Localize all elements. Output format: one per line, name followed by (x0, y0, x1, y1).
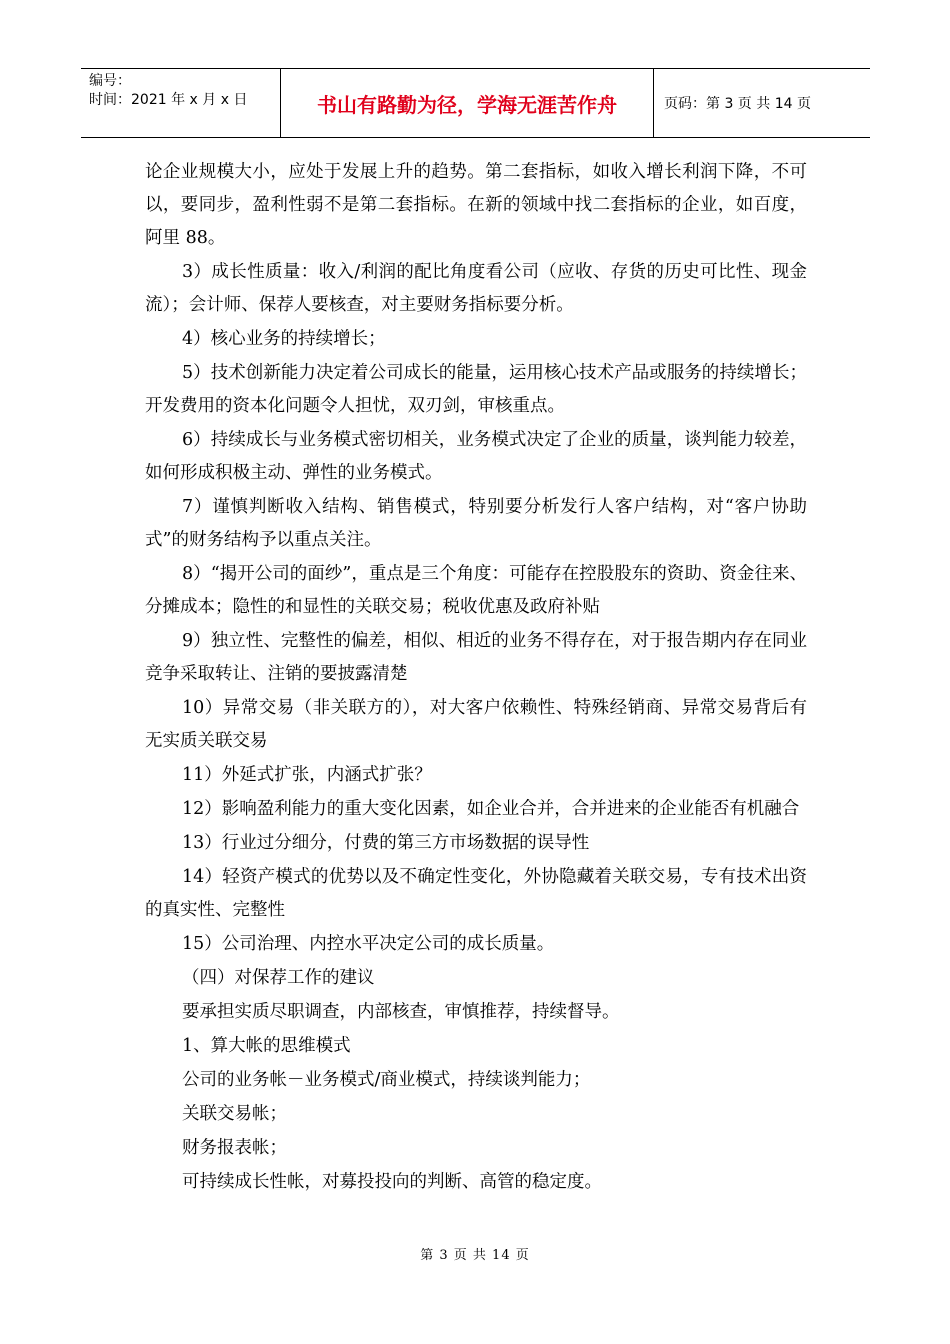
body-paragraph: 9）独立性、完整性的偏差，相似、相近的业务不得存在，对于报告期内存在同业竞争采取转让、注销的要披露清楚 (145, 631, 807, 684)
body-paragraph: 3）成长性质量：收入/利润的配比角度看公司（应收、存货的历史可比性、现金流）；会计师、保荐人要核查，对主要财务指标要分析。 (145, 262, 807, 315)
body-paragraph: 8）“揭开公司的面纱”，重点是三个角度：可能存在控股股东的资助、资金往来、分摊成本；隐性的和显性的关联交易；税收优惠及政府补贴 (145, 564, 807, 617)
body-paragraph: 14）轻资产模式的优势以及不确定性变化，外协隐藏着关联交易，专有技术出资的真实性、完整性 (145, 867, 807, 920)
body-paragraph: （四）对保荐工作的建议 (182, 968, 375, 988)
body-paragraph: 可持续成长性帐，对募投投向的判断、高管的稳定度。 (182, 1172, 602, 1192)
body-paragraph: 7）谨慎判断收入结构、销售模式，特别要分析发行人客户结构，对“客户协助式”的财务结构予以重点关注。 (145, 497, 807, 550)
body-paragraph: 财务报表帐； (182, 1138, 287, 1158)
body-paragraph: 要承担实质尽职调查，内部核查，审慎推荐，持续督导。 (182, 1002, 620, 1022)
header-time-label: 时间：2021 年 x 月 x 日 (89, 92, 248, 108)
body-paragraph: 6）持续成长与业务模式密切相关，业务模式决定了企业的质量，谈判能力较差，如何形成积极主动、弹性的业务模式。 (145, 430, 807, 483)
body-paragraph: 关联交易帐； (182, 1104, 287, 1124)
body-paragraph: 4）核心业务的持续增长； (182, 329, 386, 349)
body-paragraph: 11）外延式扩张，内涵式扩张？ (182, 765, 432, 785)
page-footer: 第 3 页 共 14 页 (420, 1248, 530, 1263)
header-number-label: 编号： (89, 73, 131, 89)
body-paragraph: 论企业规模大小，应处于发展上升的趋势。第二套指标，如收入增长利润下降，不可以，要同步，盈利性弱不是第二套指标。在新的领域中找二套指标的企业，如百度，阿里 88。 (145, 162, 807, 248)
body-paragraph: 5）技术创新能力决定着公司成长的能量，运用核心技术产品或服务的持续增长；开发费用的资本化问题令人担忧，双刃剑，审核重点。 (145, 363, 807, 416)
header-motto: 书山有路勤为径，学海无涯苦作舟 (281, 69, 654, 137)
body-paragraph: 15）公司治理、内控水平决定公司的成长质量。 (182, 934, 555, 954)
body-paragraph: 12）影响盈利能力的重大变化因素，如企业合并，合并进来的企业能否有机融合 (182, 799, 800, 819)
document-body (145, 156, 807, 1199)
body-paragraph: 公司的业务帐－业务模式/商业模式，持续谈判能力； (182, 1070, 591, 1090)
body-paragraph: 10）异常交易（非关联方的），对大客户依赖性、特殊经销商、异常交易背后有无实质关联交易 (145, 698, 807, 751)
body-paragraph: 1、算大帐的思维模式 (182, 1036, 351, 1056)
header-page-label: 页码：第 3 页 共 14 页 (664, 96, 811, 112)
page-header (81, 68, 870, 138)
body-paragraph: 13）行业过分细分，付费的第三方市场数据的误导性 (182, 833, 590, 853)
header-meta (81, 69, 281, 137)
